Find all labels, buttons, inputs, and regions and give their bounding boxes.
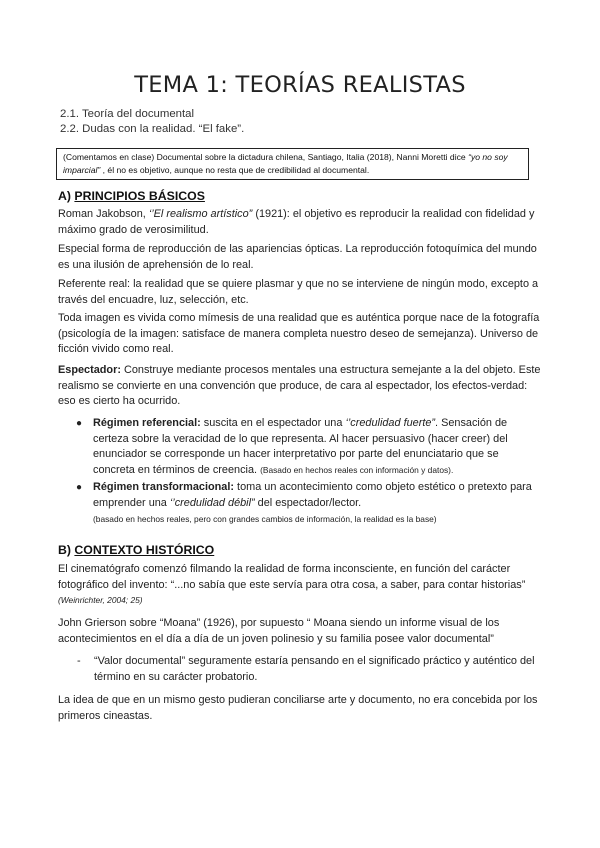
paragraph: Toda imagen es vivida como mímesis de una realidad que es auténtica porque nace de la fotografía (psicología de la imagen: satisface de manera completa nuestro deseo de semejanza). Universo de ficción vivido como real. [58,312,540,356]
paragraph: Referente real: la realidad que se quiere plasmar y que no se interviene de ningún modo, excepto a través del encuadre, luz, selección, etc. [58,278,539,306]
list-item [76,416,542,478]
note-text: (Comentamos en clase) Documental sobre la dictadura chilena, Santiago, Italia (2018), Nanni Moretti dice [63,152,469,162]
paragraph: John Grierson sobre “Moana” (1926), por supuesto “ Moana siendo un informe visual de los acontecimientos en el día a día de un joven polinesio y su familia posee valor documental” [58,617,500,645]
item-bold: Régimen referencial: [93,417,201,429]
paragraph-text: (1921): el objetivo es reproducir la realidad con fidelidad y máximo grado de verosimilitud. [58,208,535,236]
paragraph: La idea de que en un mismo gesto pudieran conciliarse arte y documento, no era concebida por los primeros cineastas. [58,694,538,722]
paragraph [58,363,542,410]
paragraph-text: El cinematógrafo comenzó filmando la realidad de forma inconsciente, en función del carácter fotográfico del invento: “...no sabía que este servía para otra cosa, a saber, para contar historias” [58,563,526,591]
section-heading-a [58,189,205,203]
section-heading-b [58,543,214,557]
paragraph-bold: Espectador: [58,364,121,376]
section-title: CONTEXTO HISTÓRICO [74,543,215,557]
bullet-icon: ● [76,482,83,494]
paragraph [58,207,542,238]
list-item [77,654,543,685]
section-letter: B) [58,543,71,557]
item-text: suscita en el espectador una [200,417,346,429]
note-quote: “yo no soy imparcial” [63,152,508,175]
page-title: TEMA 1: TEORÍAS REALISTAS [134,72,466,98]
citation: (Weinrichter, 2004; 25) [58,595,143,606]
item-note: (basado en hechos reales, pero con grandes cambios de información, la realidad es la base) [93,513,437,524]
item-quote: ‘’credulidad débil” [169,496,255,509]
paragraph-text: Construye mediante procesos mentales una estructura semejante a la del objeto. Este realismo se convierte en una convención que produce, de cara al espectador, los efectos-verdad: eso es cierto ha ocurrido. [58,364,541,408]
item-bold: Régimen transformacional: [93,481,235,494]
item-text: . Sensación de certeza sobre la veracidad de lo que representa. Al hacer persuasivo (hacer creer) del enunciador se corresponde un hacer interpretativo por parte del enunciatario que se concreta en términos de creencia. [93,417,508,476]
paragraph [58,562,542,609]
class-note-box [56,148,529,180]
dash-list [77,654,543,685]
toc-item: 2.2. Dudas con la realidad. “El fake”. [60,123,245,135]
toc-item: 2.1. Teoría del documental [60,108,195,120]
bullet-list [76,416,542,529]
note-text: , él no es objetivo, aunque no resta que de credibilidad al documental. [100,165,370,175]
bullet-icon: ● [76,418,83,429]
paragraph: Especial forma de reproducción de las apariencias ópticas. La reproducción fotoquímica del mundo es una ilusión de aprehensión de lo real. [58,243,537,271]
paragraph-text: Roman Jakobson, [58,208,149,220]
section-title: PRINCIPIOS BÁSICOS [74,189,205,203]
item-quote: ‘’credulidad fuerte” [345,417,436,429]
item-text: toma un acontecimiento como objeto estético o pretexto para emprender una [93,481,532,509]
item-text: “Valor documental” seguramente estaría pensando en el significado práctico y auténtico del término en su carácter probatorio. [94,655,535,683]
dash-icon: - [77,655,81,667]
item-text: del espectador/lector. [254,496,362,509]
section-letter: A) [58,189,71,203]
table-of-contents [60,107,244,137]
paragraph-quote: ‘’El realismo artístico” [148,208,253,220]
item-note: (Basado en hechos reales con información y datos). [260,464,454,475]
list-item [76,480,542,527]
